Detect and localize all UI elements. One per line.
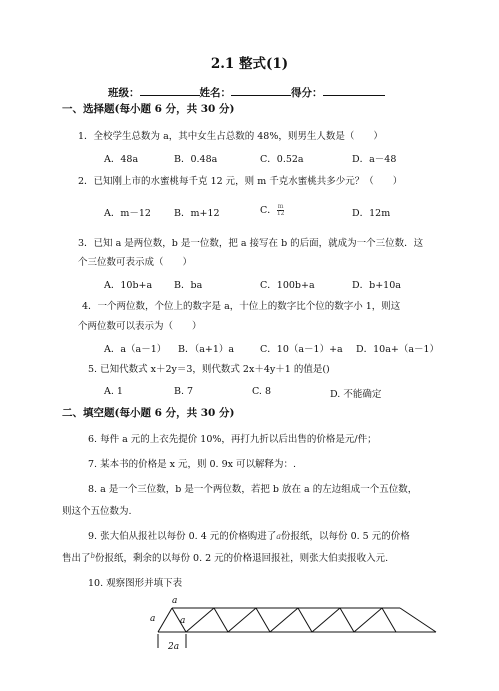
fraction-denominator: 12 xyxy=(276,210,285,217)
name-label: 姓名： xyxy=(199,87,231,99)
divider-2 xyxy=(186,608,214,632)
q1-option-a[interactable]: A．48a xyxy=(104,154,139,165)
q5-option-d[interactable]: D. 不能确定 xyxy=(330,389,382,400)
q9-line-1-part-a: 9. 张大伯从报社以每份 0. 4 元的价格购进了 xyxy=(88,531,277,542)
class-blank[interactable] xyxy=(140,85,200,96)
divider-3 xyxy=(214,608,228,632)
q3-option-a[interactable]: A．10b+a xyxy=(104,280,153,291)
q2-option-d[interactable]: D．12m xyxy=(352,208,391,219)
q3-option-b[interactable]: B．ba xyxy=(174,280,203,291)
q3-option-c[interactable]: C．100b+a xyxy=(260,280,315,291)
name-blank[interactable] xyxy=(231,85,291,96)
trapezoid-figure xyxy=(140,596,440,656)
q2-option-c[interactable] xyxy=(260,202,284,217)
q2-option-b[interactable]: B．m+12 xyxy=(174,208,220,219)
q5-option-a[interactable]: A. 1 xyxy=(104,386,123,397)
divider-7 xyxy=(298,608,312,632)
q2-option-c-label: C． xyxy=(260,205,277,216)
figure-label-top: a xyxy=(172,596,178,606)
figure-label-left: a xyxy=(150,614,156,624)
question-6-text: 6. 每件 a 元的上衣先提价 10%，再打九折以后出售的价格是元/件； xyxy=(88,434,377,445)
divider-10 xyxy=(354,608,382,632)
score-label: 得分： xyxy=(291,87,323,99)
q5-option-b[interactable]: B. 7 xyxy=(174,386,194,397)
question-8-line-2: 则这个五位数为. xyxy=(62,506,132,517)
section-1-heading: 一、选择题(每小题 6 分，共 30 分) xyxy=(62,103,235,115)
divider-9 xyxy=(340,608,354,632)
question-1-text: 1．全校学生总数为 a，其中女生占总数的 48%，则男生人数是（ ） xyxy=(78,131,383,142)
question-4-line-1: 4．一个两位数，个位上的数字是 a，十位上的数字比个位的数字小 1，则这 xyxy=(82,301,401,312)
q9-var-b: b xyxy=(90,552,95,560)
q9-line-2-part-b: 份报纸，剩余的以每份 0. 2 元的价格退回报社，则张大伯卖报收入元. xyxy=(95,553,389,564)
divider-11 xyxy=(382,608,396,632)
fraction-numerator: m xyxy=(277,203,284,210)
divider-6 xyxy=(270,608,298,632)
divider-8 xyxy=(312,608,340,632)
q1-option-c[interactable]: C．0.52a xyxy=(260,154,304,165)
figure-label-bottom: 2a xyxy=(168,642,180,652)
question-4-line-2: 个两位数可以表示为（ ） xyxy=(78,321,202,332)
student-info-line xyxy=(108,85,385,100)
question-2-text: 2．已知刚上市的水蜜桃每千克 12 元，则 m 千克水蜜桃共多少元？（ ） xyxy=(78,176,403,187)
figure-label-inner: a xyxy=(180,616,186,626)
q4-option-c[interactable]: C．10（a－1）+a xyxy=(260,344,343,355)
question-9-line-2 xyxy=(62,550,388,564)
q2-option-a[interactable]: A．m－12 xyxy=(104,208,151,219)
q4-option-d[interactable]: D．10a+（a－1） xyxy=(356,344,440,355)
question-5-text: 5. 已知代数式 x＋2y＝3，则代数式 2x＋4y＋1 的值是() xyxy=(88,364,330,375)
q5-option-c[interactable]: C. 8 xyxy=(252,386,272,397)
q9-line-2-part-a: 售出了 xyxy=(62,553,91,564)
question-8-line-1: 8. a 是一个三位数，b 是一个两位数，若把 b 放在 a 的左边组成一个五位数， xyxy=(88,484,418,495)
q1-option-b[interactable]: B．0.48a xyxy=(174,154,218,165)
divider-4 xyxy=(228,608,256,632)
class-label: 班级： xyxy=(108,87,140,99)
right-edge xyxy=(400,608,436,632)
q4-option-b[interactable]: B．（a+1）a xyxy=(178,344,235,355)
q9-var-a: a xyxy=(276,532,282,541)
left-edge xyxy=(158,608,172,632)
question-3-line-1: 3．已知 a 是两位数，b 是一位数，把 a 接写在 b 的后面，就成为一个三位数．这 xyxy=(78,238,424,249)
question-7-text: 7. 某本书的价格是 x 元，则 0. 9x 可以解释为：. xyxy=(88,459,297,470)
question-9-line-1 xyxy=(88,528,410,542)
question-3-line-2: 个三位数可表示成（ ） xyxy=(78,257,193,268)
q4-option-a[interactable]: A．a（a－1） xyxy=(104,344,167,355)
trapezoid-strip-diagram xyxy=(140,596,440,656)
q9-line-1-part-b: 份报纸，以每份 0. 5 元的价格 xyxy=(281,531,410,542)
page-title: 2.1 整式(1) xyxy=(210,56,289,72)
divider-5 xyxy=(256,608,270,632)
q1-option-d[interactable]: D．a－48 xyxy=(352,154,397,165)
question-10-text: 10. 观察图形并填下表 xyxy=(88,578,183,589)
q2-option-c-fraction xyxy=(277,204,285,217)
section-2-heading: 二、填空题(每小题 6 分，共 30 分) xyxy=(62,407,235,419)
q3-option-d[interactable]: D．b+10a xyxy=(352,280,401,291)
score-blank[interactable] xyxy=(323,85,385,96)
